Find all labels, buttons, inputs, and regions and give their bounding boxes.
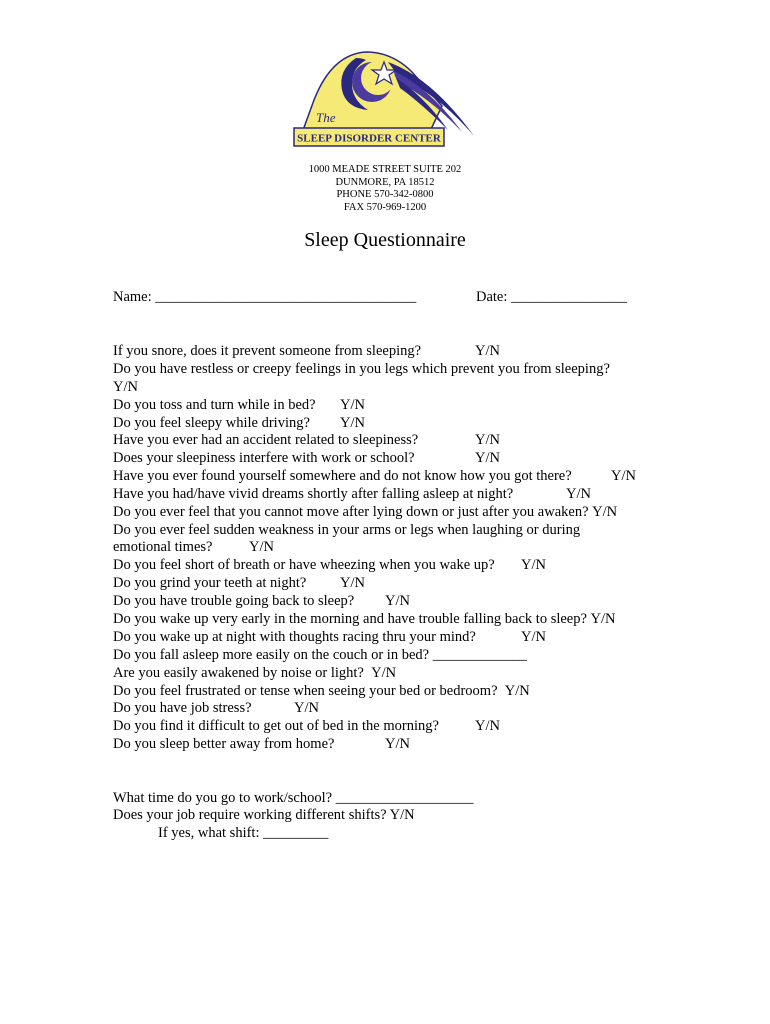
question-11 [113, 556, 546, 574]
question-2-answer [113, 378, 138, 396]
yn-answer[interactable]: Y/N [521, 629, 546, 645]
yn-answer[interactable]: Y/N [113, 379, 138, 395]
question-17 [113, 664, 396, 682]
yn-answer[interactable]: Y/N [504, 683, 530, 699]
yn-answer[interactable]: Y/N [340, 575, 365, 591]
yn-answer[interactable]: Y/N [385, 593, 410, 609]
street-address: 1000 MEADE STREET SUITE 202 [308, 164, 462, 175]
question-text: Do you toss and turn while in bed? [113, 397, 316, 413]
yn-answer[interactable]: Y/N [475, 343, 500, 359]
yn-answer[interactable]: Y/N [340, 415, 365, 431]
question-text: Do you grind your teeth at night? [113, 575, 307, 591]
address-block [0, 164, 770, 214]
question-10 [113, 521, 580, 539]
yn-answer[interactable]: Y/N [249, 539, 274, 555]
yn-answer[interactable]: Y/N [294, 700, 319, 716]
logo-script-text: The [316, 110, 336, 125]
question-text: Does your sleepiness interfere with work or school? [113, 450, 415, 466]
yn-answer[interactable]: Y/N [592, 504, 618, 520]
shift-field[interactable]: If yes, what shift: _________ [158, 825, 329, 841]
yn-answer[interactable]: Y/N [340, 397, 365, 413]
question-9 [113, 503, 617, 521]
work-time-field[interactable]: What time do you go to work/school? ___________________ [113, 790, 474, 806]
question-14 [113, 610, 616, 628]
question-text: Do you fall asleep more easily on the couch or in bed? [113, 647, 430, 663]
question-19 [113, 699, 319, 717]
question-text: Have you ever had an accident related to sleepiness? [113, 432, 419, 448]
yn-answer[interactable]: Y/N [521, 557, 546, 573]
question-2 [113, 360, 610, 378]
question-21 [113, 735, 410, 753]
question-text: If you snore, does it prevent someone from sleeping? [113, 343, 422, 359]
yn-answer[interactable]: Y/N [385, 736, 410, 752]
yn-answer[interactable]: Y/N [475, 450, 500, 466]
question-16 [113, 646, 527, 664]
date-field[interactable]: Date: ________________ [476, 289, 628, 305]
yn-answer[interactable]: Y/N [611, 468, 636, 484]
question-text: Have you had/have vivid dreams shortly after falling asleep at night? [113, 486, 514, 502]
yn-answer[interactable]: Y/N [590, 611, 616, 627]
question-text: Have you ever found yourself somewhere and do not know how you got there? [113, 468, 572, 484]
question-text: Do you find it difficult to get out of bed in the morning? [113, 718, 439, 734]
question-10-cont [113, 538, 274, 556]
question-text: Do you have job stress? [113, 700, 252, 716]
question-text: Do you ever feel sudden weakness in your arms or legs when laughing or during [113, 522, 581, 538]
question-text: Do you sleep better away from home? [113, 736, 335, 752]
question-18 [113, 682, 530, 700]
question-text: Are you easily awakened by noise or light? [113, 665, 364, 681]
answer-blank[interactable]: _____________ [432, 647, 527, 663]
yn-answer[interactable]: Y/N [475, 718, 500, 734]
shift-question[interactable]: Does your job require working different shifts? Y/N [113, 807, 415, 823]
question-text: Do you ever feel that you cannot move after lying down or just after you awaken? [113, 504, 589, 520]
question-text: Do you feel short of breath or have wheezing when you wake up? [113, 557, 495, 573]
question-text: Do you wake up at night with thoughts racing thru your mind? [113, 629, 476, 645]
question-20 [113, 717, 500, 735]
question-12 [113, 574, 365, 592]
question-text: Do you feel sleepy while driving? [113, 415, 310, 431]
yn-answer[interactable]: Y/N [371, 665, 397, 681]
question-text-continuation: emotional times? [113, 539, 213, 555]
question-8 [113, 485, 591, 503]
city-state-zip: DUNMORE, PA 18512 [335, 176, 435, 188]
fax-number: FAX 570-969-1200 [343, 201, 427, 213]
question-13 [113, 592, 410, 610]
question-text: Do you feel frustrated or tense when seeing your bed or bedroom? [113, 683, 498, 699]
question-text: Do you wake up very early in the morning and have trouble falling back to sleep? [113, 611, 587, 627]
phone-number: PHONE 570-342-0800 [336, 189, 434, 200]
page-title: Sleep Questionnaire [304, 229, 466, 251]
sleep-disorder-center-logo [292, 48, 478, 152]
question-6 [113, 449, 500, 467]
name-field[interactable]: Name: ____________________________________ [113, 289, 417, 305]
question-text: Do you have trouble going back to sleep? [113, 593, 355, 609]
question-4 [113, 414, 365, 432]
question-5 [113, 431, 500, 449]
question-3 [113, 396, 365, 414]
moon-star-logo-icon [292, 48, 478, 152]
yn-answer[interactable]: Y/N [475, 432, 500, 448]
question-1 [113, 342, 500, 360]
question-7 [113, 467, 636, 485]
question-15 [113, 628, 546, 646]
logo-name-text: SLEEP DISORDER CENTER [297, 132, 441, 145]
yn-answer[interactable]: Y/N [566, 486, 591, 502]
question-text: Do you have restless or creepy feelings in you legs which prevent you from sleeping? [113, 361, 610, 377]
